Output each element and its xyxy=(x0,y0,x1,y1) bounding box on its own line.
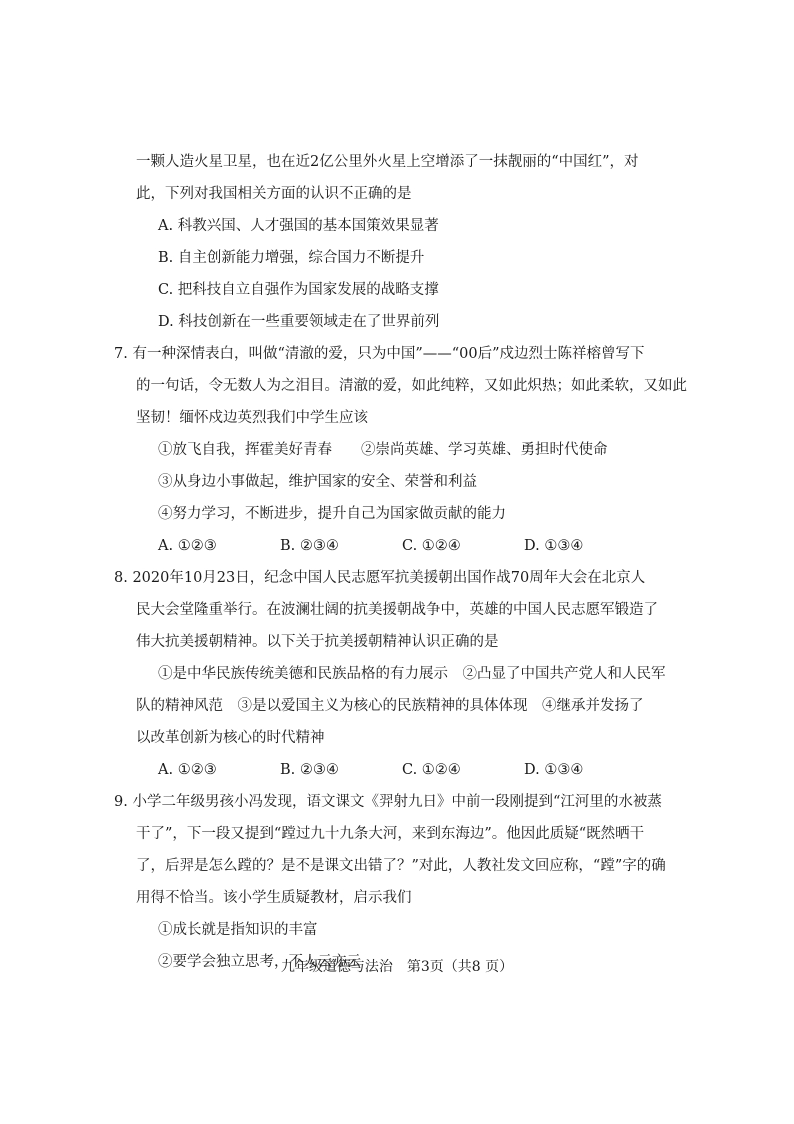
q7-choice-b: B. ②③④ xyxy=(280,538,339,554)
q9-statement: ②要学会独立思考，不人云亦云 xyxy=(158,954,361,970)
q7-statement: ③从身边小事做起，维护国家的安全、荣誉和利益 xyxy=(158,474,477,490)
q6-stem-line: 一颗人造火星卫星，也在近2亿公里外火星上空增添了一抹靓丽的“中国红”，对 xyxy=(136,154,639,170)
q7-choice-c: C. ①②④ xyxy=(402,538,461,554)
q7-stem-line: 7. 有一种深情表白，叫做“清澈的爱，只为中国”——“00后”戍边烈士陈祥榕曾写下 xyxy=(114,346,645,362)
question-9 xyxy=(114,786,676,978)
q7-stem-line: 坚韧！缅怀戍边英烈我们中学生应该 xyxy=(136,410,368,426)
q8-choice-d: D. ①③④ xyxy=(524,762,584,778)
q8-stem-line: 民大会堂隆重举行。在波澜壮阔的抗美援朝战争中，英雄的中国人民志愿军锻造了 xyxy=(136,602,658,618)
q8-statement: 队的精神风范 ③是以爱国主义为核心的民族精神的具体体现 ④继承并发扬了 xyxy=(136,698,644,714)
q9-stem-line: 9. 小学二年级男孩小冯发现，语文课文《羿射九日》中前一段刚提到“江河里的水被蒸 xyxy=(114,794,662,810)
q7-choices xyxy=(136,530,676,562)
question-6-continuation xyxy=(136,146,676,338)
q8-statement: ①是中华民族传统美德和民族品格的有力展示 ②凸显了中国共产党人和人民军 xyxy=(158,666,666,682)
q9-stem-line: 干了”，下一段又提到“蹚过九十九条大河，来到东海边”。他因此质疑“既然晒干 xyxy=(136,826,645,842)
q6-stem-line: 此，下列对我国相关方面的认识不正确的是 xyxy=(136,186,412,202)
q8-choices xyxy=(136,754,676,786)
q9-statement: ①成长就是指知识的丰富 xyxy=(158,922,318,938)
q8-stem-line: 伟大抗美援朝精神。以下关于抗美援朝精神认识正确的是 xyxy=(136,634,499,650)
q8-statement: 以改革创新为核心的时代精神 xyxy=(136,730,325,746)
q7-statement: ①放飞自我，挥霍美好青春 ②崇尚英雄、学习英雄、勇担时代使命 xyxy=(158,442,608,458)
q7-choice-d: D. ①③④ xyxy=(524,538,584,554)
q6-option-c: C. 把科技自立自强作为国家发展的战略支撑 xyxy=(158,282,439,298)
q8-stem-line: 8. 2020年10月23日，纪念中国人民志愿军抗美援朝出国作战70周年大会在北京人 xyxy=(114,570,646,586)
question-7 xyxy=(114,338,687,562)
q9-stem-line: 了，后羿是怎么蹚的？是不是课文出错了？”对此，人教社发文回应称，“蹚”字的确 xyxy=(136,858,666,874)
q6-option-b: B. 自主创新能力增强，综合国力不断提升 xyxy=(158,250,425,266)
q6-option-d: D. 科技创新在一些重要领域走在了世界前列 xyxy=(158,314,440,330)
q7-stem-line: 的一句话，令无数人为之泪目。清澈的爱，如此纯粹，又如此炽热；如此柔软，又如此 xyxy=(136,378,687,394)
q8-choice-b: B. ②③④ xyxy=(280,762,339,778)
q9-stem-line: 用得不恰当。该小学生质疑教材，启示我们 xyxy=(136,890,412,906)
q8-choice-c: C. ①②④ xyxy=(402,762,461,778)
q8-choice-a: A. ①②③ xyxy=(158,762,217,778)
question-8 xyxy=(114,562,676,786)
q6-option-a: A. 科教兴国、人才强国的基本国策效果显著 xyxy=(158,218,439,234)
exam-content xyxy=(114,146,687,978)
q7-statement: ④努力学习，不断进步，提升自己为国家做贡献的能力 xyxy=(158,506,506,522)
page-footer: 九年级道德与法治 第3页（共8 页） xyxy=(280,959,514,975)
q7-choice-a: A. ①②③ xyxy=(158,538,217,554)
